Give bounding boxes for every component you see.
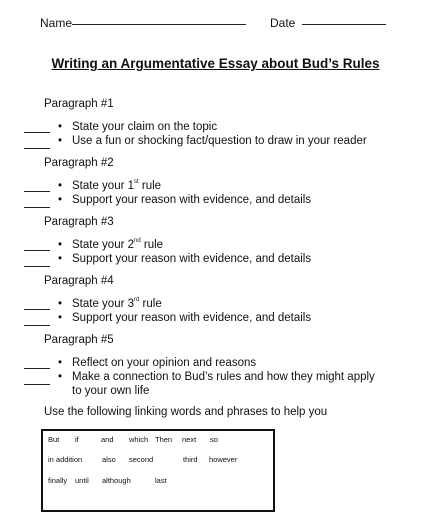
linking-word: finally [48,476,68,485]
linking-word: in addition [48,455,83,464]
name-blank-line[interactable] [72,24,246,25]
paragraph-5-label: Paragraph #5 [44,334,114,346]
checkbox-blank[interactable] [24,384,50,385]
linking-word: until [75,476,89,485]
date-blank-line[interactable] [302,24,386,25]
linking-word: second [129,455,154,464]
checkbox-blank[interactable] [24,309,50,310]
paragraph-4-item-2: Support your reason with evidence, and details [72,312,312,324]
paragraph-2-label: Paragraph #2 [44,157,114,169]
bullet-icon: • [58,298,63,310]
linking-word: so [210,435,218,444]
paragraph-4-label: Paragraph #4 [44,275,114,287]
name-label: Name [40,16,73,30]
bullet-icon: • [58,239,63,251]
checkbox-blank[interactable] [24,266,50,267]
linking-word: however [209,455,238,464]
paragraph-2-item-2: Support your reason with evidence, and details [72,194,312,206]
linking-word: if [75,435,79,444]
bullet-icon: • [58,371,63,383]
paragraph-1-item-1: State your claim on the topic [72,121,218,133]
linking-word: But [48,435,60,444]
linking-instruction: Use the following linking words and phrases to help you [44,406,328,418]
linking-word: last [155,476,167,485]
bullet-icon: • [58,357,63,369]
linking-words-box [41,429,275,512]
linking-word: third [183,455,198,464]
page-title: Writing an Argumentative Essay about Bud’s Rules [51,56,380,71]
paragraph-5-item-1: Reflect on your opinion and reasons [72,357,257,369]
bullet-icon: • [58,194,63,206]
linking-word: and [101,435,114,444]
paragraph-4-item-1: State your 3rd rule [72,297,162,310]
checkbox-blank[interactable] [24,368,50,369]
paragraph-3-item-2: Support your reason with evidence, and details [72,253,312,265]
checkbox-blank[interactable] [24,207,50,208]
paragraph-2-item-1: State your 1st rule [72,179,162,192]
checkbox-blank[interactable] [24,132,50,133]
linking-word: also [102,455,116,464]
name-field [40,16,246,30]
bullet-icon: • [58,121,63,133]
paragraph-1-item-2: Use a fun or shocking fact/question to draw in your reader [72,135,367,147]
linking-word: Then [155,435,173,444]
paragraph-1-label: Paragraph #1 [44,98,114,110]
bullet-icon: • [58,135,63,147]
date-field [270,16,386,30]
checkbox-blank[interactable] [24,325,50,326]
checkbox-blank[interactable] [24,250,50,251]
bullet-icon: • [58,253,63,265]
paragraph-3-item-1: State your 2nd rule [72,238,164,251]
date-label: Date [270,16,296,30]
bullet-icon: • [58,312,63,324]
linking-word: which [129,435,149,444]
linking-word: next [182,435,197,444]
linking-word: although [102,476,131,485]
paragraph-5-item-2: Make a connection to Bud’s rules and how they might apply [72,371,375,383]
paragraph-3-label: Paragraph #3 [44,216,114,228]
checkbox-blank[interactable] [24,148,50,149]
checkbox-blank[interactable] [24,191,50,192]
bullet-icon: • [58,180,63,192]
paragraph-5-item-2-continued: to your own life [72,385,150,397]
